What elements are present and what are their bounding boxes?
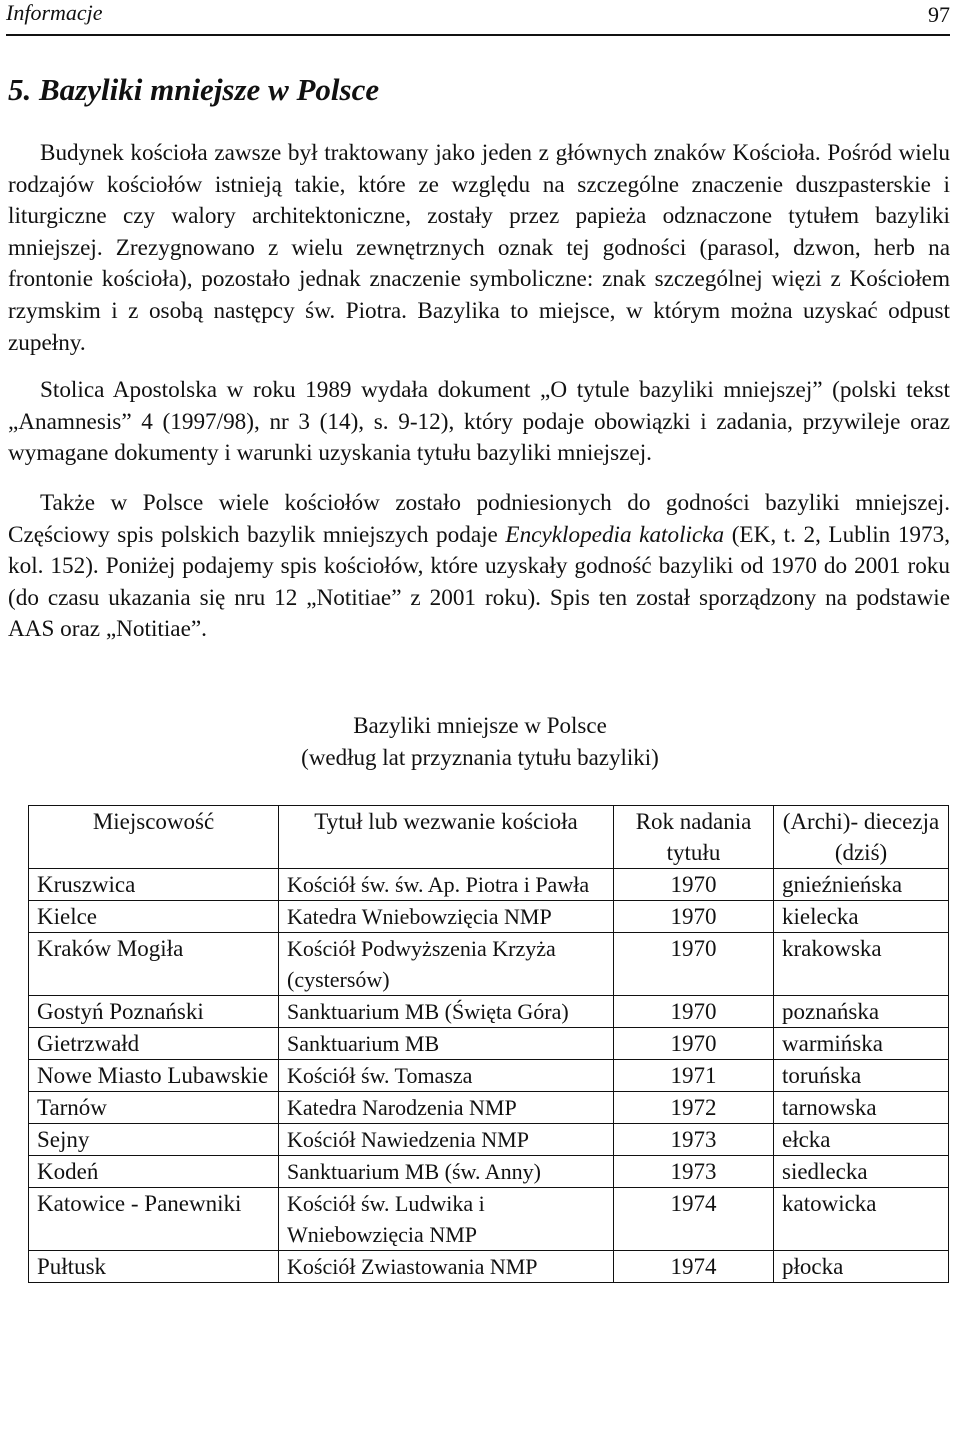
cell-diocese: katowicka <box>774 1188 949 1251</box>
basilicas-table <box>28 805 949 1283</box>
cell-diocese: toruńska <box>774 1060 949 1092</box>
body-text <box>8 138 950 662</box>
cell-church: Kościół św. św. Ap. Piotra i Pawła <box>279 869 614 901</box>
table-header-row <box>29 806 949 869</box>
cell-year: 1974 <box>614 1188 774 1251</box>
paragraph: Budynek kościoła zawsze był traktowany jako jeden z głównych znaków Kościoła. Pośród wielu rodzajów kościołów istnieją takie, które ze względu na szczególne znaczenie duszpasterskie i liturgiczne czy walory architektoniczne, zostały przez papieża odznaczone tytułem bazyliki mniejszej. Zrezygnowano z wielu zewnętrznych oznak tej godności (parasol, dzwon, herb na frontonie kościoła), pozostało jednak znaczenie symboliczne: znak szczególnej więzi z Kościołem rzymskim i z osobą następcy św. Piotra. Bazylika to miejsce, w którym można uzyskać odpust zupełny. <box>8 140 950 356</box>
cell-locality: Katowice - Panewniki <box>29 1188 279 1251</box>
cell-year: 1973 <box>614 1156 774 1188</box>
column-header: Miejscowość <box>29 806 279 869</box>
cell-locality: Gostyń Poznański <box>29 996 279 1028</box>
paragraph-text: Także w Polsce wiele kościołów zostało podniesionych do godności bazyliki mniejszej. Częściowy spis polskich bazylik mniejszych podaje <box>8 489 950 548</box>
cell-church: Kościół Zwiastowania NMP <box>279 1251 614 1283</box>
cell-year: 1974 <box>614 1251 774 1283</box>
cell-church: Sanktuarium MB <box>279 1028 614 1060</box>
cell-locality: Sejny <box>29 1124 279 1156</box>
cell-church: Katedra Narodzenia NMP <box>279 1092 614 1124</box>
table-caption <box>0 710 960 774</box>
cell-church: Sanktuarium MB (św. Anny) <box>279 1156 614 1188</box>
paragraph: Stolica Apostolska w roku 1989 wydała dokument „O tytule bazyliki mniejszej” (polski tekst „Anamnesis” 4 (1997/98), nr 3 (14), s. 9-12), który podaje obowiązki i zadania, przywileje oraz wymagane dokumenty i warunki uzyskania tytułu bazyliki mniejszej. <box>8 377 950 467</box>
table-row <box>29 1251 949 1283</box>
cell-locality: Kraków Mogiła <box>29 933 279 996</box>
cell-diocese: kielecka <box>774 901 949 933</box>
table-row <box>29 901 949 933</box>
table-row <box>29 1092 949 1124</box>
cell-diocese: poznańska <box>774 996 949 1028</box>
cell-church: Kościół św. Tomasza <box>279 1060 614 1092</box>
column-header: (Archi)- diecezja (dziś) <box>774 806 949 869</box>
cell-church: Sanktuarium MB (Święta Góra) <box>279 996 614 1028</box>
cell-church: Kościół Nawiedzenia NMP <box>279 1124 614 1156</box>
chapter-title: 5. Bazyliki mniejsze w Polsce <box>8 72 380 107</box>
cell-locality: Kruszwica <box>29 869 279 901</box>
cell-diocese: warmińska <box>774 1028 949 1060</box>
cell-year: 1970 <box>614 1028 774 1060</box>
cell-diocese: płocka <box>774 1251 949 1283</box>
table-row <box>29 1060 949 1092</box>
page-number: 97 <box>928 2 950 27</box>
cell-year: 1973 <box>614 1124 774 1156</box>
cell-church: Kościół Podwyższenia Krzyża (cystersów) <box>279 933 614 996</box>
table-row <box>29 869 949 901</box>
cell-locality: Kielce <box>29 901 279 933</box>
cell-year: 1972 <box>614 1092 774 1124</box>
cell-locality: Nowe Miasto Lubawskie <box>29 1060 279 1092</box>
cell-locality: Tarnów <box>29 1092 279 1124</box>
cell-year: 1971 <box>614 1060 774 1092</box>
running-header <box>6 0 950 36</box>
cell-diocese: tarnowska <box>774 1092 949 1124</box>
table-row <box>29 1124 949 1156</box>
cell-year: 1970 <box>614 901 774 933</box>
cell-locality: Kodeń <box>29 1156 279 1188</box>
paragraph <box>8 488 950 646</box>
section-name: Informacje <box>6 0 103 25</box>
cell-year: 1970 <box>614 933 774 996</box>
cell-year: 1970 <box>614 869 774 901</box>
cell-year: 1970 <box>614 996 774 1028</box>
table-caption-subtitle: (według lat przyznania tytułu bazyliki) <box>301 745 659 770</box>
table-row <box>29 933 949 996</box>
encyclopedia-title: Encyklopedia katolicka <box>505 521 725 548</box>
paragraph-text: (EK, t. 2, Lublin 1973, kol. 152). Poniżej podajemy spis kościołów, które uzyskały godność bazyliki od 1970 do 2001 roku (do czasu ukazania się nru 12 „Notitiae” z 2001 roku). Spis ten został sporządzony na podstawie AAS oraz „Notitiae”. <box>8 521 950 643</box>
column-header: Rok nadania tytułu <box>614 806 774 869</box>
table-row <box>29 996 949 1028</box>
cell-diocese: siedlecka <box>774 1156 949 1188</box>
cell-diocese: krakowska <box>774 933 949 996</box>
cell-church: Katedra Wniebowzięcia NMP <box>279 901 614 933</box>
table-caption-title: Bazyliki mniejsze w Polsce <box>353 713 607 738</box>
table-row <box>29 1188 949 1251</box>
table-row <box>29 1156 949 1188</box>
cell-diocese: ełcka <box>774 1124 949 1156</box>
cell-diocese: gnieźnieńska <box>774 869 949 901</box>
cell-church: Kościół św. Ludwika i Wniebowzięcia NMP <box>279 1188 614 1251</box>
cell-locality: Gietrzwałd <box>29 1028 279 1060</box>
table-row <box>29 1028 949 1060</box>
table-body <box>29 869 949 1283</box>
cell-locality: Pułtusk <box>29 1251 279 1283</box>
column-header: Tytuł lub wezwanie kościoła <box>279 806 614 869</box>
